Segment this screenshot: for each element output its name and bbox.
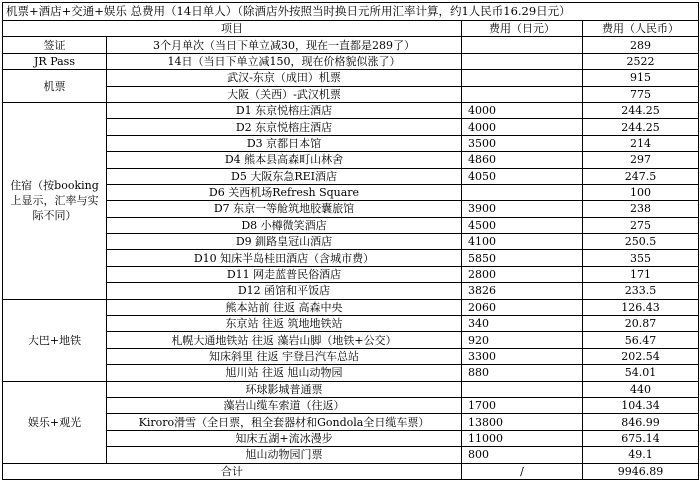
header-rmb: 费用（人民币） bbox=[583, 21, 699, 37]
entertainment-jpy: 11000 bbox=[462, 430, 583, 446]
jrpass-item: 14日（当日下单立减150，现在价格貌似涨了） bbox=[107, 53, 462, 69]
hotels-item: D12 函馆和平饭店 bbox=[107, 283, 462, 299]
header-item: 项目 bbox=[3, 21, 462, 37]
hotels-jpy: 3900 bbox=[462, 201, 583, 217]
entertainment-jpy bbox=[462, 381, 583, 397]
entertainment-jpy: 800 bbox=[462, 447, 583, 463]
visa-item: 3个月单次（当日下单立减30，现在一直都是289了） bbox=[107, 37, 462, 53]
flights-rmb: 775 bbox=[583, 86, 699, 102]
hotels-item: D1 东京悦榕庄酒店 bbox=[107, 102, 462, 118]
hotels-item: D3 京都日本馆 bbox=[107, 135, 462, 151]
entertainment-row bbox=[3, 430, 699, 446]
entertainment-row bbox=[3, 447, 699, 463]
transport-item: 熊本站前 往返 高森中央 bbox=[107, 299, 462, 315]
transport-row bbox=[3, 332, 699, 348]
flights-item: 武汉-东京（成田）机票 bbox=[107, 70, 462, 86]
category-hotels: 住宿（按booking上显示，汇率与实际不同） bbox=[3, 102, 107, 299]
flights-rmb: 915 bbox=[583, 70, 699, 86]
entertainment-rmb: 846.99 bbox=[583, 414, 699, 430]
flights-row bbox=[3, 86, 699, 102]
hotels-row bbox=[3, 119, 699, 135]
expense-table bbox=[2, 2, 699, 480]
hotels-row bbox=[3, 184, 699, 200]
hotels-rmb: 171 bbox=[583, 266, 699, 282]
transport-row bbox=[3, 316, 699, 332]
hotels-jpy: 4000 bbox=[462, 119, 583, 135]
entertainment-jpy: 1700 bbox=[462, 397, 583, 413]
flights-jpy bbox=[462, 70, 583, 86]
jrpass-jpy bbox=[462, 53, 583, 69]
visa-rmb: 289 bbox=[583, 37, 699, 53]
entertainment-rmb: 104.34 bbox=[583, 397, 699, 413]
transport-jpy: 2060 bbox=[462, 299, 583, 315]
total-jpy: / bbox=[462, 463, 583, 479]
hotels-item: D8 小樽微笑酒店 bbox=[107, 217, 462, 233]
hotels-item: D6 关西机场Refresh Square bbox=[107, 184, 462, 200]
transport-rmb: 202.54 bbox=[583, 348, 699, 364]
hotels-rmb: 233.5 bbox=[583, 283, 699, 299]
hotels-jpy: 4860 bbox=[462, 152, 583, 168]
jrpass-row bbox=[3, 53, 699, 69]
table-title: 机票+酒店+交通+娱乐 总费用（14日单人）（除酒店外按照当时换日元所用汇率计算，约1人民币16.29日元） bbox=[3, 3, 699, 21]
hotels-jpy: 3500 bbox=[462, 135, 583, 151]
entertainment-row bbox=[3, 414, 699, 430]
total-rmb: 9946.89 bbox=[583, 463, 699, 479]
hotels-rmb: 297 bbox=[583, 152, 699, 168]
hotels-rmb: 100 bbox=[583, 184, 699, 200]
entertainment-row bbox=[3, 381, 699, 397]
transport-jpy: 880 bbox=[462, 365, 583, 381]
category-transport: 大巴+地铁 bbox=[3, 299, 107, 381]
hotels-rmb: 355 bbox=[583, 250, 699, 266]
transport-jpy: 920 bbox=[462, 332, 583, 348]
transport-jpy: 3300 bbox=[462, 348, 583, 364]
hotels-rmb: 238 bbox=[583, 201, 699, 217]
hotels-item: D11 网走蓝普民俗酒店 bbox=[107, 266, 462, 282]
flights-jpy bbox=[462, 86, 583, 102]
hotels-item: D9 釧路皇冠山酒店 bbox=[107, 234, 462, 250]
hotels-item: D4 熊本县高森町山林舍 bbox=[107, 152, 462, 168]
hotels-row bbox=[3, 152, 699, 168]
entertainment-rmb: 440 bbox=[583, 381, 699, 397]
hotels-row bbox=[3, 234, 699, 250]
transport-jpy: 340 bbox=[462, 316, 583, 332]
entertainment-rmb: 49.1 bbox=[583, 447, 699, 463]
transport-rmb: 20.87 bbox=[583, 316, 699, 332]
hotels-jpy: 2800 bbox=[462, 266, 583, 282]
transport-item: 东京站 往返 筑地地铁站 bbox=[107, 316, 462, 332]
transport-row bbox=[3, 348, 699, 364]
flights-row bbox=[3, 70, 699, 86]
hotels-rmb: 250.5 bbox=[583, 234, 699, 250]
hotels-jpy: 4500 bbox=[462, 217, 583, 233]
jrpass-rmb: 2522 bbox=[583, 53, 699, 69]
transport-rmb: 126.43 bbox=[583, 299, 699, 315]
transport-item: 旭川站 往返 旭山动物园 bbox=[107, 365, 462, 381]
hotels-row bbox=[3, 217, 699, 233]
transport-row bbox=[3, 365, 699, 381]
hotels-item: D5 大阪东急REI酒店 bbox=[107, 168, 462, 184]
transport-rmb: 54.01 bbox=[583, 365, 699, 381]
hotels-jpy: 4050 bbox=[462, 168, 583, 184]
entertainment-row bbox=[3, 397, 699, 413]
entertainment-item: 环球影城普通票 bbox=[107, 381, 462, 397]
header-row bbox=[3, 21, 699, 37]
transport-row bbox=[3, 299, 699, 315]
hotels-row bbox=[3, 102, 699, 118]
entertainment-jpy: 13800 bbox=[462, 414, 583, 430]
hotels-jpy: 4100 bbox=[462, 234, 583, 250]
visa-row bbox=[3, 37, 699, 53]
transport-item: 札幌大通地铁站 往返 藻岩山脚（地铁+公交） bbox=[107, 332, 462, 348]
category-entertainment: 娱乐+观光 bbox=[3, 381, 107, 463]
title-row bbox=[3, 3, 699, 21]
hotels-row bbox=[3, 283, 699, 299]
hotels-row bbox=[3, 201, 699, 217]
hotels-item: D7 东京一等舱筑地胶囊旅馆 bbox=[107, 201, 462, 217]
entertainment-rmb: 675.14 bbox=[583, 430, 699, 446]
entertainment-item: 知床五湖+流冰漫步 bbox=[107, 430, 462, 446]
hotels-rmb: 247.5 bbox=[583, 168, 699, 184]
hotels-rmb: 214 bbox=[583, 135, 699, 151]
transport-rmb: 56.47 bbox=[583, 332, 699, 348]
hotels-row bbox=[3, 250, 699, 266]
entertainment-item: 旭山动物园门票 bbox=[107, 447, 462, 463]
entertainment-item: 藻岩山缆车索道（往返） bbox=[107, 397, 462, 413]
hotels-item: D10 知床半岛桂田酒店（含城市费） bbox=[107, 250, 462, 266]
transport-item: 知床斜里 往返 宇登吕汽车总站 bbox=[107, 348, 462, 364]
hotels-row bbox=[3, 135, 699, 151]
entertainment-item: Kiroro滑雪（全日票，租全套器材和Gondola全日缆车票） bbox=[107, 414, 462, 430]
hotels-item: D2 东京悦榕庄酒店 bbox=[107, 119, 462, 135]
hotels-jpy: 3826 bbox=[462, 283, 583, 299]
hotels-jpy: 4000 bbox=[462, 102, 583, 118]
hotels-rmb: 275 bbox=[583, 217, 699, 233]
category-visa: 签证 bbox=[3, 37, 107, 53]
flights-item: 大阪（关西）-武汉机票 bbox=[107, 86, 462, 102]
header-jpy: 费用（日元） bbox=[462, 21, 583, 37]
hotels-jpy bbox=[462, 184, 583, 200]
hotels-rmb: 244.25 bbox=[583, 119, 699, 135]
category-flights: 机票 bbox=[3, 70, 107, 103]
hotels-jpy: 5850 bbox=[462, 250, 583, 266]
total-label: 合计 bbox=[3, 463, 462, 479]
category-jrpass: JR Pass bbox=[3, 53, 107, 69]
hotels-row bbox=[3, 266, 699, 282]
total-row bbox=[3, 463, 699, 479]
visa-jpy bbox=[462, 37, 583, 53]
hotels-row bbox=[3, 168, 699, 184]
hotels-rmb: 244.25 bbox=[583, 102, 699, 118]
